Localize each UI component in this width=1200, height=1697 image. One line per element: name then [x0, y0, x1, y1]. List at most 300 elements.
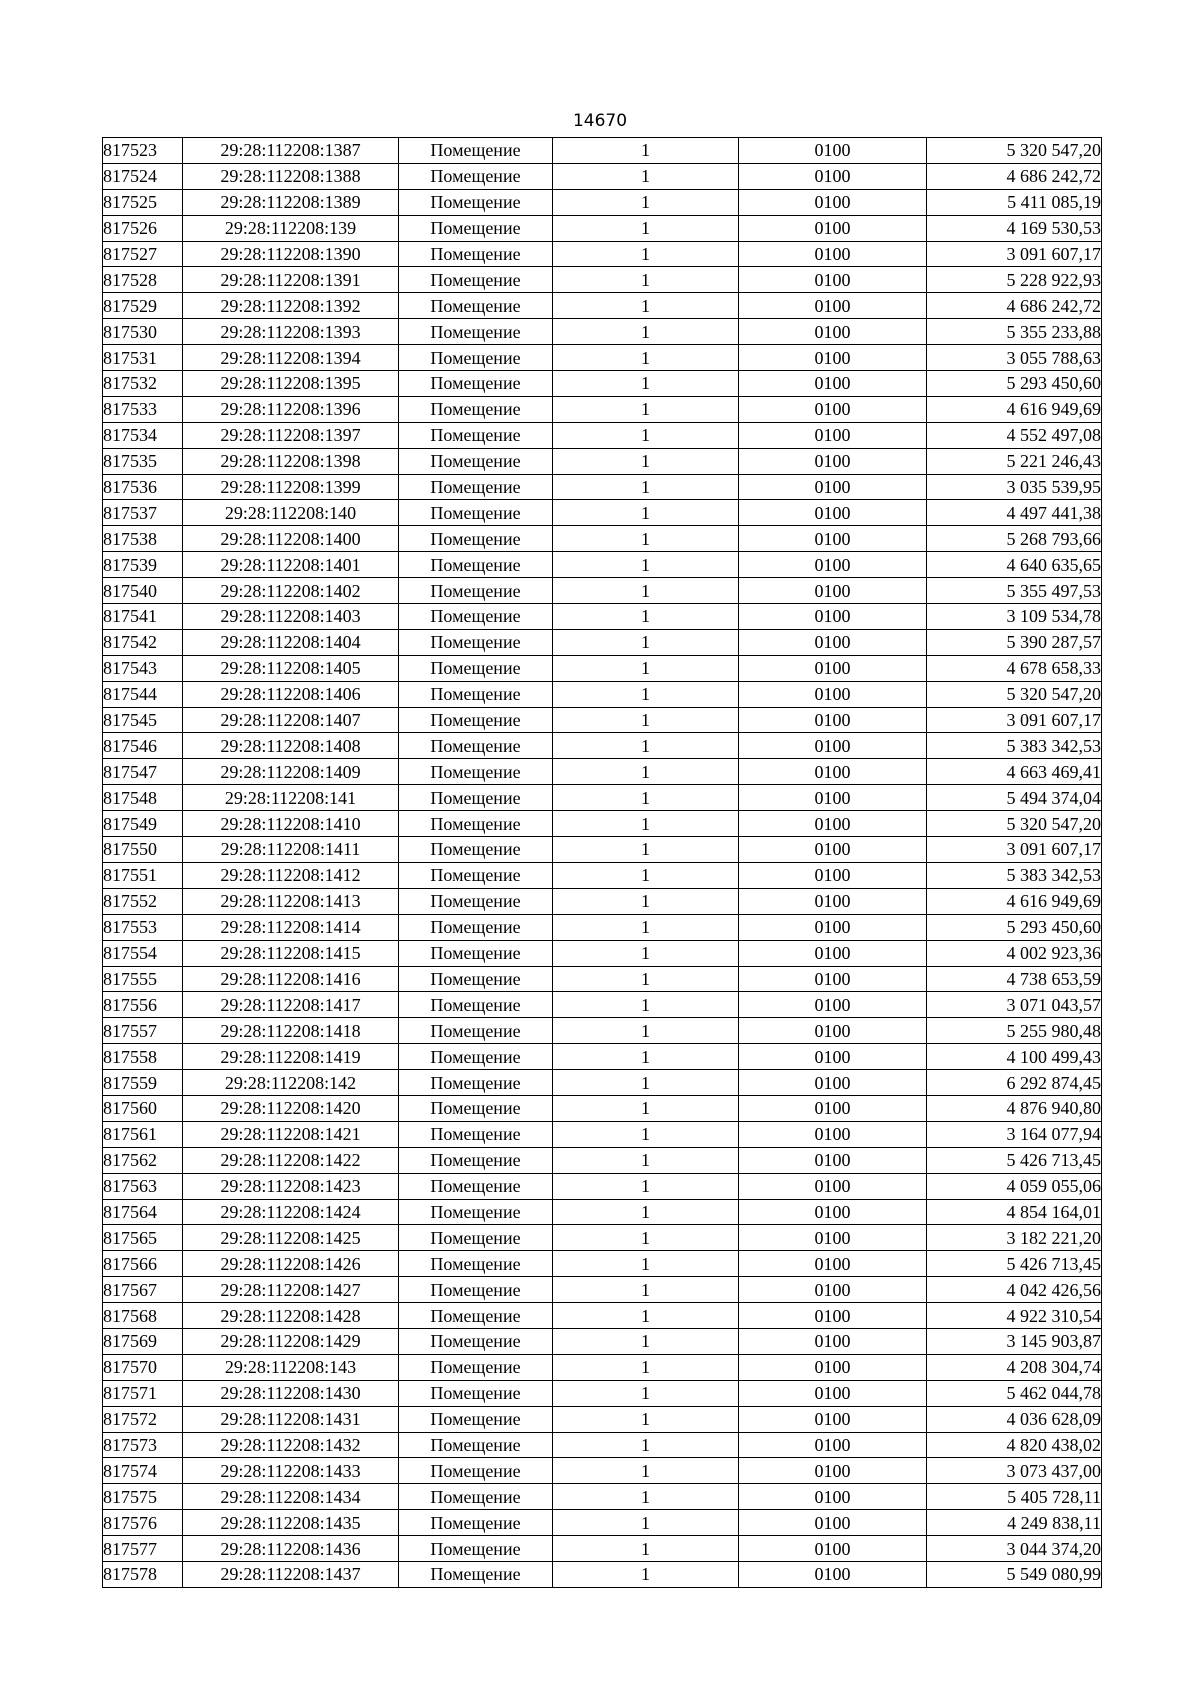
cadastral-number-cell: 29:28:112208:1414	[183, 914, 399, 940]
object-type-cell: Помещение	[399, 396, 553, 422]
quantity-cell: 1	[553, 1277, 739, 1303]
quantity-cell: 1	[553, 422, 739, 448]
code-cell: 0100	[739, 474, 927, 500]
object-type-cell: Помещение	[399, 992, 553, 1018]
cadastral-number-cell: 29:28:112208:1413	[183, 888, 399, 914]
table-row	[103, 1277, 1102, 1303]
record-number-cell: 817542	[103, 629, 183, 655]
record-number-cell: 817538	[103, 526, 183, 552]
quantity-cell: 1	[553, 578, 739, 604]
object-type-cell: Помещение	[399, 1277, 553, 1303]
quantity-cell: 1	[553, 733, 739, 759]
code-cell: 0100	[739, 811, 927, 837]
object-type-cell: Помещение	[399, 940, 553, 966]
object-type-cell: Помещение	[399, 1458, 553, 1484]
cadastral-value-cell: 3 091 607,17	[927, 837, 1102, 863]
code-cell: 0100	[739, 293, 927, 319]
table-row	[103, 1406, 1102, 1432]
table-row	[103, 1225, 1102, 1251]
code-cell: 0100	[739, 1536, 927, 1562]
table-row	[103, 422, 1102, 448]
record-number-cell: 817544	[103, 681, 183, 707]
record-number-cell: 817530	[103, 319, 183, 345]
table-row	[103, 1303, 1102, 1329]
object-type-cell: Помещение	[399, 1354, 553, 1380]
code-cell: 0100	[739, 319, 927, 345]
cadastral-value-cell: 4 663 469,41	[927, 759, 1102, 785]
code-cell: 0100	[739, 862, 927, 888]
record-number-cell: 817561	[103, 1121, 183, 1147]
quantity-cell: 1	[553, 267, 739, 293]
record-number-cell: 817562	[103, 1147, 183, 1173]
table-row	[103, 138, 1102, 164]
quantity-cell: 1	[553, 992, 739, 1018]
record-number-cell: 817525	[103, 189, 183, 215]
cadastral-number-cell: 29:28:112208:1408	[183, 733, 399, 759]
page-number: 14670	[572, 111, 628, 131]
code-cell: 0100	[739, 1328, 927, 1354]
table-row	[103, 474, 1102, 500]
quantity-cell: 1	[553, 629, 739, 655]
quantity-cell: 1	[553, 1018, 739, 1044]
code-cell: 0100	[739, 837, 927, 863]
cadastral-value-cell: 3 055 788,63	[927, 345, 1102, 371]
cadastral-number-cell: 29:28:112208:1406	[183, 681, 399, 707]
record-number-cell: 817533	[103, 396, 183, 422]
object-type-cell: Помещение	[399, 1251, 553, 1277]
cadastral-value-cell: 5 383 342,53	[927, 733, 1102, 759]
cadastral-number-cell: 29:28:112208:1410	[183, 811, 399, 837]
object-type-cell: Помещение	[399, 1510, 553, 1536]
cadastral-number-cell: 29:28:112208:1412	[183, 862, 399, 888]
cadastral-value-cell: 4 249 838,11	[927, 1510, 1102, 1536]
record-number-cell: 817537	[103, 500, 183, 526]
code-cell: 0100	[739, 552, 927, 578]
record-number-cell: 817548	[103, 785, 183, 811]
record-number-cell: 817526	[103, 215, 183, 241]
object-type-cell: Помещение	[399, 811, 553, 837]
code-cell: 0100	[739, 1173, 927, 1199]
table-row	[103, 992, 1102, 1018]
code-cell: 0100	[739, 1406, 927, 1432]
cadastral-value-cell: 5 293 450,60	[927, 914, 1102, 940]
code-cell: 0100	[739, 163, 927, 189]
object-type-cell: Помещение	[399, 552, 553, 578]
object-type-cell: Помещение	[399, 1095, 553, 1121]
record-number-cell: 817573	[103, 1432, 183, 1458]
quantity-cell: 1	[553, 785, 739, 811]
record-number-cell: 817567	[103, 1277, 183, 1303]
cadastral-number-cell: 29:28:112208:1409	[183, 759, 399, 785]
record-number-cell: 817555	[103, 966, 183, 992]
code-cell: 0100	[739, 1018, 927, 1044]
table-row	[103, 1484, 1102, 1510]
code-cell: 0100	[739, 1561, 927, 1587]
table-row	[103, 448, 1102, 474]
table-row	[103, 1328, 1102, 1354]
cadastral-value-cell: 5 228 922,93	[927, 267, 1102, 293]
cadastral-number-cell: 29:28:112208:139	[183, 215, 399, 241]
cadastral-number-cell: 29:28:112208:1426	[183, 1251, 399, 1277]
record-number-cell: 817566	[103, 1251, 183, 1277]
record-number-cell: 817559	[103, 1070, 183, 1096]
record-number-cell: 817543	[103, 655, 183, 681]
table-row	[103, 966, 1102, 992]
quantity-cell: 1	[553, 1406, 739, 1432]
registry-table-body	[103, 138, 1102, 1588]
table-row	[103, 1095, 1102, 1121]
record-number-cell: 817563	[103, 1173, 183, 1199]
cadastral-number-cell: 29:28:112208:1435	[183, 1510, 399, 1536]
cadastral-value-cell: 5 320 547,20	[927, 811, 1102, 837]
cadastral-number-cell: 29:28:112208:1403	[183, 604, 399, 630]
record-number-cell: 817545	[103, 707, 183, 733]
cadastral-number-cell: 29:28:112208:1397	[183, 422, 399, 448]
cadastral-number-cell: 29:28:112208:1421	[183, 1121, 399, 1147]
cadastral-value-cell: 5 426 713,45	[927, 1147, 1102, 1173]
table-row	[103, 862, 1102, 888]
cadastral-value-cell: 4 042 426,56	[927, 1277, 1102, 1303]
cadastral-value-cell: 5 405 728,11	[927, 1484, 1102, 1510]
cadastral-value-cell: 5 549 080,99	[927, 1561, 1102, 1587]
table-row	[103, 1354, 1102, 1380]
quantity-cell: 1	[553, 1484, 739, 1510]
quantity-cell: 1	[553, 811, 739, 837]
cadastral-value-cell: 5 268 793,66	[927, 526, 1102, 552]
quantity-cell: 1	[553, 966, 739, 992]
cadastral-number-cell: 29:28:112208:142	[183, 1070, 399, 1096]
quantity-cell: 1	[553, 163, 739, 189]
object-type-cell: Помещение	[399, 837, 553, 863]
record-number-cell: 817565	[103, 1225, 183, 1251]
cadastral-value-cell: 5 355 497,53	[927, 578, 1102, 604]
record-number-cell: 817550	[103, 837, 183, 863]
cadastral-value-cell: 4 036 628,09	[927, 1406, 1102, 1432]
cadastral-value-cell: 5 494 374,04	[927, 785, 1102, 811]
record-number-cell: 817572	[103, 1406, 183, 1432]
cadastral-value-cell: 3 182 221,20	[927, 1225, 1102, 1251]
code-cell: 0100	[739, 422, 927, 448]
quantity-cell: 1	[553, 862, 739, 888]
object-type-cell: Помещение	[399, 1380, 553, 1406]
cadastral-value-cell: 4 854 164,01	[927, 1199, 1102, 1225]
record-number-cell: 817564	[103, 1199, 183, 1225]
record-number-cell: 817532	[103, 371, 183, 397]
record-number-cell: 817552	[103, 888, 183, 914]
quantity-cell: 1	[553, 1432, 739, 1458]
object-type-cell: Помещение	[399, 1018, 553, 1044]
code-cell: 0100	[739, 655, 927, 681]
record-number-cell: 817553	[103, 914, 183, 940]
table-row	[103, 1121, 1102, 1147]
code-cell: 0100	[739, 1044, 927, 1070]
cadastral-value-cell: 5 462 044,78	[927, 1380, 1102, 1406]
cadastral-number-cell: 29:28:112208:1401	[183, 552, 399, 578]
code-cell: 0100	[739, 629, 927, 655]
object-type-cell: Помещение	[399, 578, 553, 604]
code-cell: 0100	[739, 1225, 927, 1251]
record-number-cell: 817569	[103, 1328, 183, 1354]
cadastral-number-cell: 29:28:112208:1391	[183, 267, 399, 293]
quantity-cell: 1	[553, 448, 739, 474]
quantity-cell: 1	[553, 1225, 739, 1251]
code-cell: 0100	[739, 1354, 927, 1380]
table-row	[103, 267, 1102, 293]
quantity-cell: 1	[553, 526, 739, 552]
table-row	[103, 1173, 1102, 1199]
quantity-cell: 1	[553, 293, 739, 319]
table-row	[103, 319, 1102, 345]
cadastral-number-cell: 29:28:112208:140	[183, 500, 399, 526]
code-cell: 0100	[739, 992, 927, 1018]
code-cell: 0100	[739, 1095, 927, 1121]
object-type-cell: Помещение	[399, 707, 553, 733]
object-type-cell: Помещение	[399, 1070, 553, 1096]
object-type-cell: Помещение	[399, 163, 553, 189]
object-type-cell: Помещение	[399, 1406, 553, 1432]
cadastral-value-cell: 4 678 658,33	[927, 655, 1102, 681]
record-number-cell: 817534	[103, 422, 183, 448]
cadastral-value-cell: 4 497 441,38	[927, 500, 1102, 526]
cadastral-value-cell: 4 616 949,69	[927, 888, 1102, 914]
table-row	[103, 552, 1102, 578]
quantity-cell: 1	[553, 1147, 739, 1173]
record-number-cell: 817549	[103, 811, 183, 837]
table-row	[103, 759, 1102, 785]
record-number-cell: 817540	[103, 578, 183, 604]
record-number-cell: 817551	[103, 862, 183, 888]
record-number-cell: 817575	[103, 1484, 183, 1510]
table-row	[103, 837, 1102, 863]
record-number-cell: 817539	[103, 552, 183, 578]
cadastral-value-cell: 3 145 903,87	[927, 1328, 1102, 1354]
cadastral-value-cell: 5 383 342,53	[927, 862, 1102, 888]
table-row	[103, 1018, 1102, 1044]
quantity-cell: 1	[553, 888, 739, 914]
quantity-cell: 1	[553, 474, 739, 500]
object-type-cell: Помещение	[399, 655, 553, 681]
record-number-cell: 817529	[103, 293, 183, 319]
cadastral-number-cell: 29:28:112208:1398	[183, 448, 399, 474]
cadastral-number-cell: 29:28:112208:1393	[183, 319, 399, 345]
record-number-cell: 817524	[103, 163, 183, 189]
code-cell: 0100	[739, 1251, 927, 1277]
cadastral-number-cell: 29:28:112208:141	[183, 785, 399, 811]
record-number-cell: 817523	[103, 138, 183, 164]
object-type-cell: Помещение	[399, 345, 553, 371]
code-cell: 0100	[739, 707, 927, 733]
cadastral-value-cell: 3 091 607,17	[927, 241, 1102, 267]
cadastral-value-cell: 5 320 547,20	[927, 681, 1102, 707]
cadastral-value-cell: 4 738 653,59	[927, 966, 1102, 992]
quantity-cell: 1	[553, 914, 739, 940]
cadastral-value-cell: 4 002 923,36	[927, 940, 1102, 966]
cadastral-number-cell: 29:28:112208:1400	[183, 526, 399, 552]
code-cell: 0100	[739, 267, 927, 293]
quantity-cell: 1	[553, 1070, 739, 1096]
cadastral-value-cell: 4 208 304,74	[927, 1354, 1102, 1380]
quantity-cell: 1	[553, 1458, 739, 1484]
object-type-cell: Помещение	[399, 267, 553, 293]
table-row	[103, 1070, 1102, 1096]
table-row	[103, 785, 1102, 811]
cadastral-number-cell: 29:28:112208:1411	[183, 837, 399, 863]
object-type-cell: Помещение	[399, 1303, 553, 1329]
object-type-cell: Помещение	[399, 1484, 553, 1510]
cadastral-value-cell: 3 073 437,00	[927, 1458, 1102, 1484]
object-type-cell: Помещение	[399, 474, 553, 500]
cadastral-number-cell: 29:28:112208:1395	[183, 371, 399, 397]
table-row	[103, 1044, 1102, 1070]
cadastral-number-cell: 29:28:112208:1396	[183, 396, 399, 422]
table-row	[103, 1458, 1102, 1484]
cadastral-number-cell: 29:28:112208:1424	[183, 1199, 399, 1225]
code-cell: 0100	[739, 1432, 927, 1458]
quantity-cell: 1	[553, 1303, 739, 1329]
record-number-cell: 817547	[103, 759, 183, 785]
code-cell: 0100	[739, 1070, 927, 1096]
object-type-cell: Помещение	[399, 241, 553, 267]
record-number-cell: 817556	[103, 992, 183, 1018]
record-number-cell: 817531	[103, 345, 183, 371]
object-type-cell: Помещение	[399, 371, 553, 397]
code-cell: 0100	[739, 1458, 927, 1484]
cadastral-value-cell: 3 035 539,95	[927, 474, 1102, 500]
cadastral-value-cell: 5 411 085,19	[927, 189, 1102, 215]
cadastral-number-cell: 29:28:112208:1405	[183, 655, 399, 681]
table-row	[103, 655, 1102, 681]
record-number-cell: 817554	[103, 940, 183, 966]
cadastral-number-cell: 29:28:112208:1387	[183, 138, 399, 164]
quantity-cell: 1	[553, 1173, 739, 1199]
cadastral-value-cell: 3 044 374,20	[927, 1536, 1102, 1562]
object-type-cell: Помещение	[399, 293, 553, 319]
quantity-cell: 1	[553, 837, 739, 863]
quantity-cell: 1	[553, 604, 739, 630]
quantity-cell: 1	[553, 241, 739, 267]
code-cell: 0100	[739, 1484, 927, 1510]
object-type-cell: Помещение	[399, 966, 553, 992]
quantity-cell: 1	[553, 1121, 739, 1147]
object-type-cell: Помещение	[399, 526, 553, 552]
table-row	[103, 371, 1102, 397]
table-row	[103, 526, 1102, 552]
quantity-cell: 1	[553, 707, 739, 733]
cadastral-number-cell: 29:28:112208:1390	[183, 241, 399, 267]
cadastral-number-cell: 29:28:112208:1436	[183, 1536, 399, 1562]
cadastral-value-cell: 3 091 607,17	[927, 707, 1102, 733]
code-cell: 0100	[739, 396, 927, 422]
quantity-cell: 1	[553, 759, 739, 785]
table-row	[103, 215, 1102, 241]
table-row	[103, 888, 1102, 914]
record-number-cell: 817557	[103, 1018, 183, 1044]
cadastral-number-cell: 29:28:112208:1431	[183, 1406, 399, 1432]
object-type-cell: Помещение	[399, 1536, 553, 1562]
cadastral-number-cell: 29:28:112208:1430	[183, 1380, 399, 1406]
code-cell: 0100	[739, 526, 927, 552]
cadastral-number-cell: 29:28:112208:1423	[183, 1173, 399, 1199]
cadastral-number-cell: 29:28:112208:1433	[183, 1458, 399, 1484]
cadastral-number-cell: 29:28:112208:1404	[183, 629, 399, 655]
cadastral-number-cell: 29:28:112208:1418	[183, 1018, 399, 1044]
cadastral-value-cell: 4 640 635,65	[927, 552, 1102, 578]
quantity-cell: 1	[553, 138, 739, 164]
cadastral-number-cell: 29:28:112208:1415	[183, 940, 399, 966]
table-row	[103, 604, 1102, 630]
quantity-cell: 1	[553, 552, 739, 578]
table-row	[103, 1561, 1102, 1587]
code-cell: 0100	[739, 1147, 927, 1173]
record-number-cell: 817571	[103, 1380, 183, 1406]
cadastral-value-cell: 4 686 242,72	[927, 163, 1102, 189]
code-cell: 0100	[739, 604, 927, 630]
cadastral-number-cell: 29:28:112208:1429	[183, 1328, 399, 1354]
cadastral-value-cell: 4 876 940,80	[927, 1095, 1102, 1121]
quantity-cell: 1	[553, 1251, 739, 1277]
cadastral-number-cell: 29:28:112208:1388	[183, 163, 399, 189]
cadastral-number-cell: 29:28:112208:1420	[183, 1095, 399, 1121]
quantity-cell: 1	[553, 319, 739, 345]
code-cell: 0100	[739, 241, 927, 267]
record-number-cell: 817528	[103, 267, 183, 293]
object-type-cell: Помещение	[399, 759, 553, 785]
table-row	[103, 396, 1102, 422]
cadastral-value-cell: 3 109 534,78	[927, 604, 1102, 630]
table-row	[103, 1432, 1102, 1458]
quantity-cell: 1	[553, 1561, 739, 1587]
cadastral-value-cell: 4 820 438,02	[927, 1432, 1102, 1458]
table-row	[103, 1251, 1102, 1277]
table-row	[103, 500, 1102, 526]
table-row	[103, 733, 1102, 759]
cadastral-number-cell: 29:28:112208:1417	[183, 992, 399, 1018]
object-type-cell: Помещение	[399, 448, 553, 474]
cadastral-value-cell: 5 255 980,48	[927, 1018, 1102, 1044]
table-row	[103, 940, 1102, 966]
cadastral-value-cell: 5 390 287,57	[927, 629, 1102, 655]
record-number-cell: 817541	[103, 604, 183, 630]
table-row	[103, 1536, 1102, 1562]
table-row	[103, 811, 1102, 837]
record-number-cell: 817578	[103, 1561, 183, 1587]
quantity-cell: 1	[553, 1536, 739, 1562]
cadastral-value-cell: 3 071 043,57	[927, 992, 1102, 1018]
record-number-cell: 817558	[103, 1044, 183, 1070]
cadastral-number-cell: 29:28:112208:1389	[183, 189, 399, 215]
registry-table	[102, 137, 1102, 1588]
code-cell: 0100	[739, 759, 927, 785]
cadastral-number-cell: 29:28:112208:1434	[183, 1484, 399, 1510]
cadastral-number-cell: 29:28:112208:143	[183, 1354, 399, 1380]
cadastral-number-cell: 29:28:112208:1432	[183, 1432, 399, 1458]
cadastral-value-cell: 5 320 547,20	[927, 138, 1102, 164]
code-cell: 0100	[739, 578, 927, 604]
record-number-cell: 817574	[103, 1458, 183, 1484]
table-row	[103, 1380, 1102, 1406]
object-type-cell: Помещение	[399, 914, 553, 940]
code-cell: 0100	[739, 1199, 927, 1225]
quantity-cell: 1	[553, 1380, 739, 1406]
quantity-cell: 1	[553, 681, 739, 707]
record-number-cell: 817576	[103, 1510, 183, 1536]
object-type-cell: Помещение	[399, 500, 553, 526]
cadastral-value-cell: 4 552 497,08	[927, 422, 1102, 448]
table-row	[103, 1199, 1102, 1225]
code-cell: 0100	[739, 914, 927, 940]
object-type-cell: Помещение	[399, 1432, 553, 1458]
object-type-cell: Помещение	[399, 1044, 553, 1070]
